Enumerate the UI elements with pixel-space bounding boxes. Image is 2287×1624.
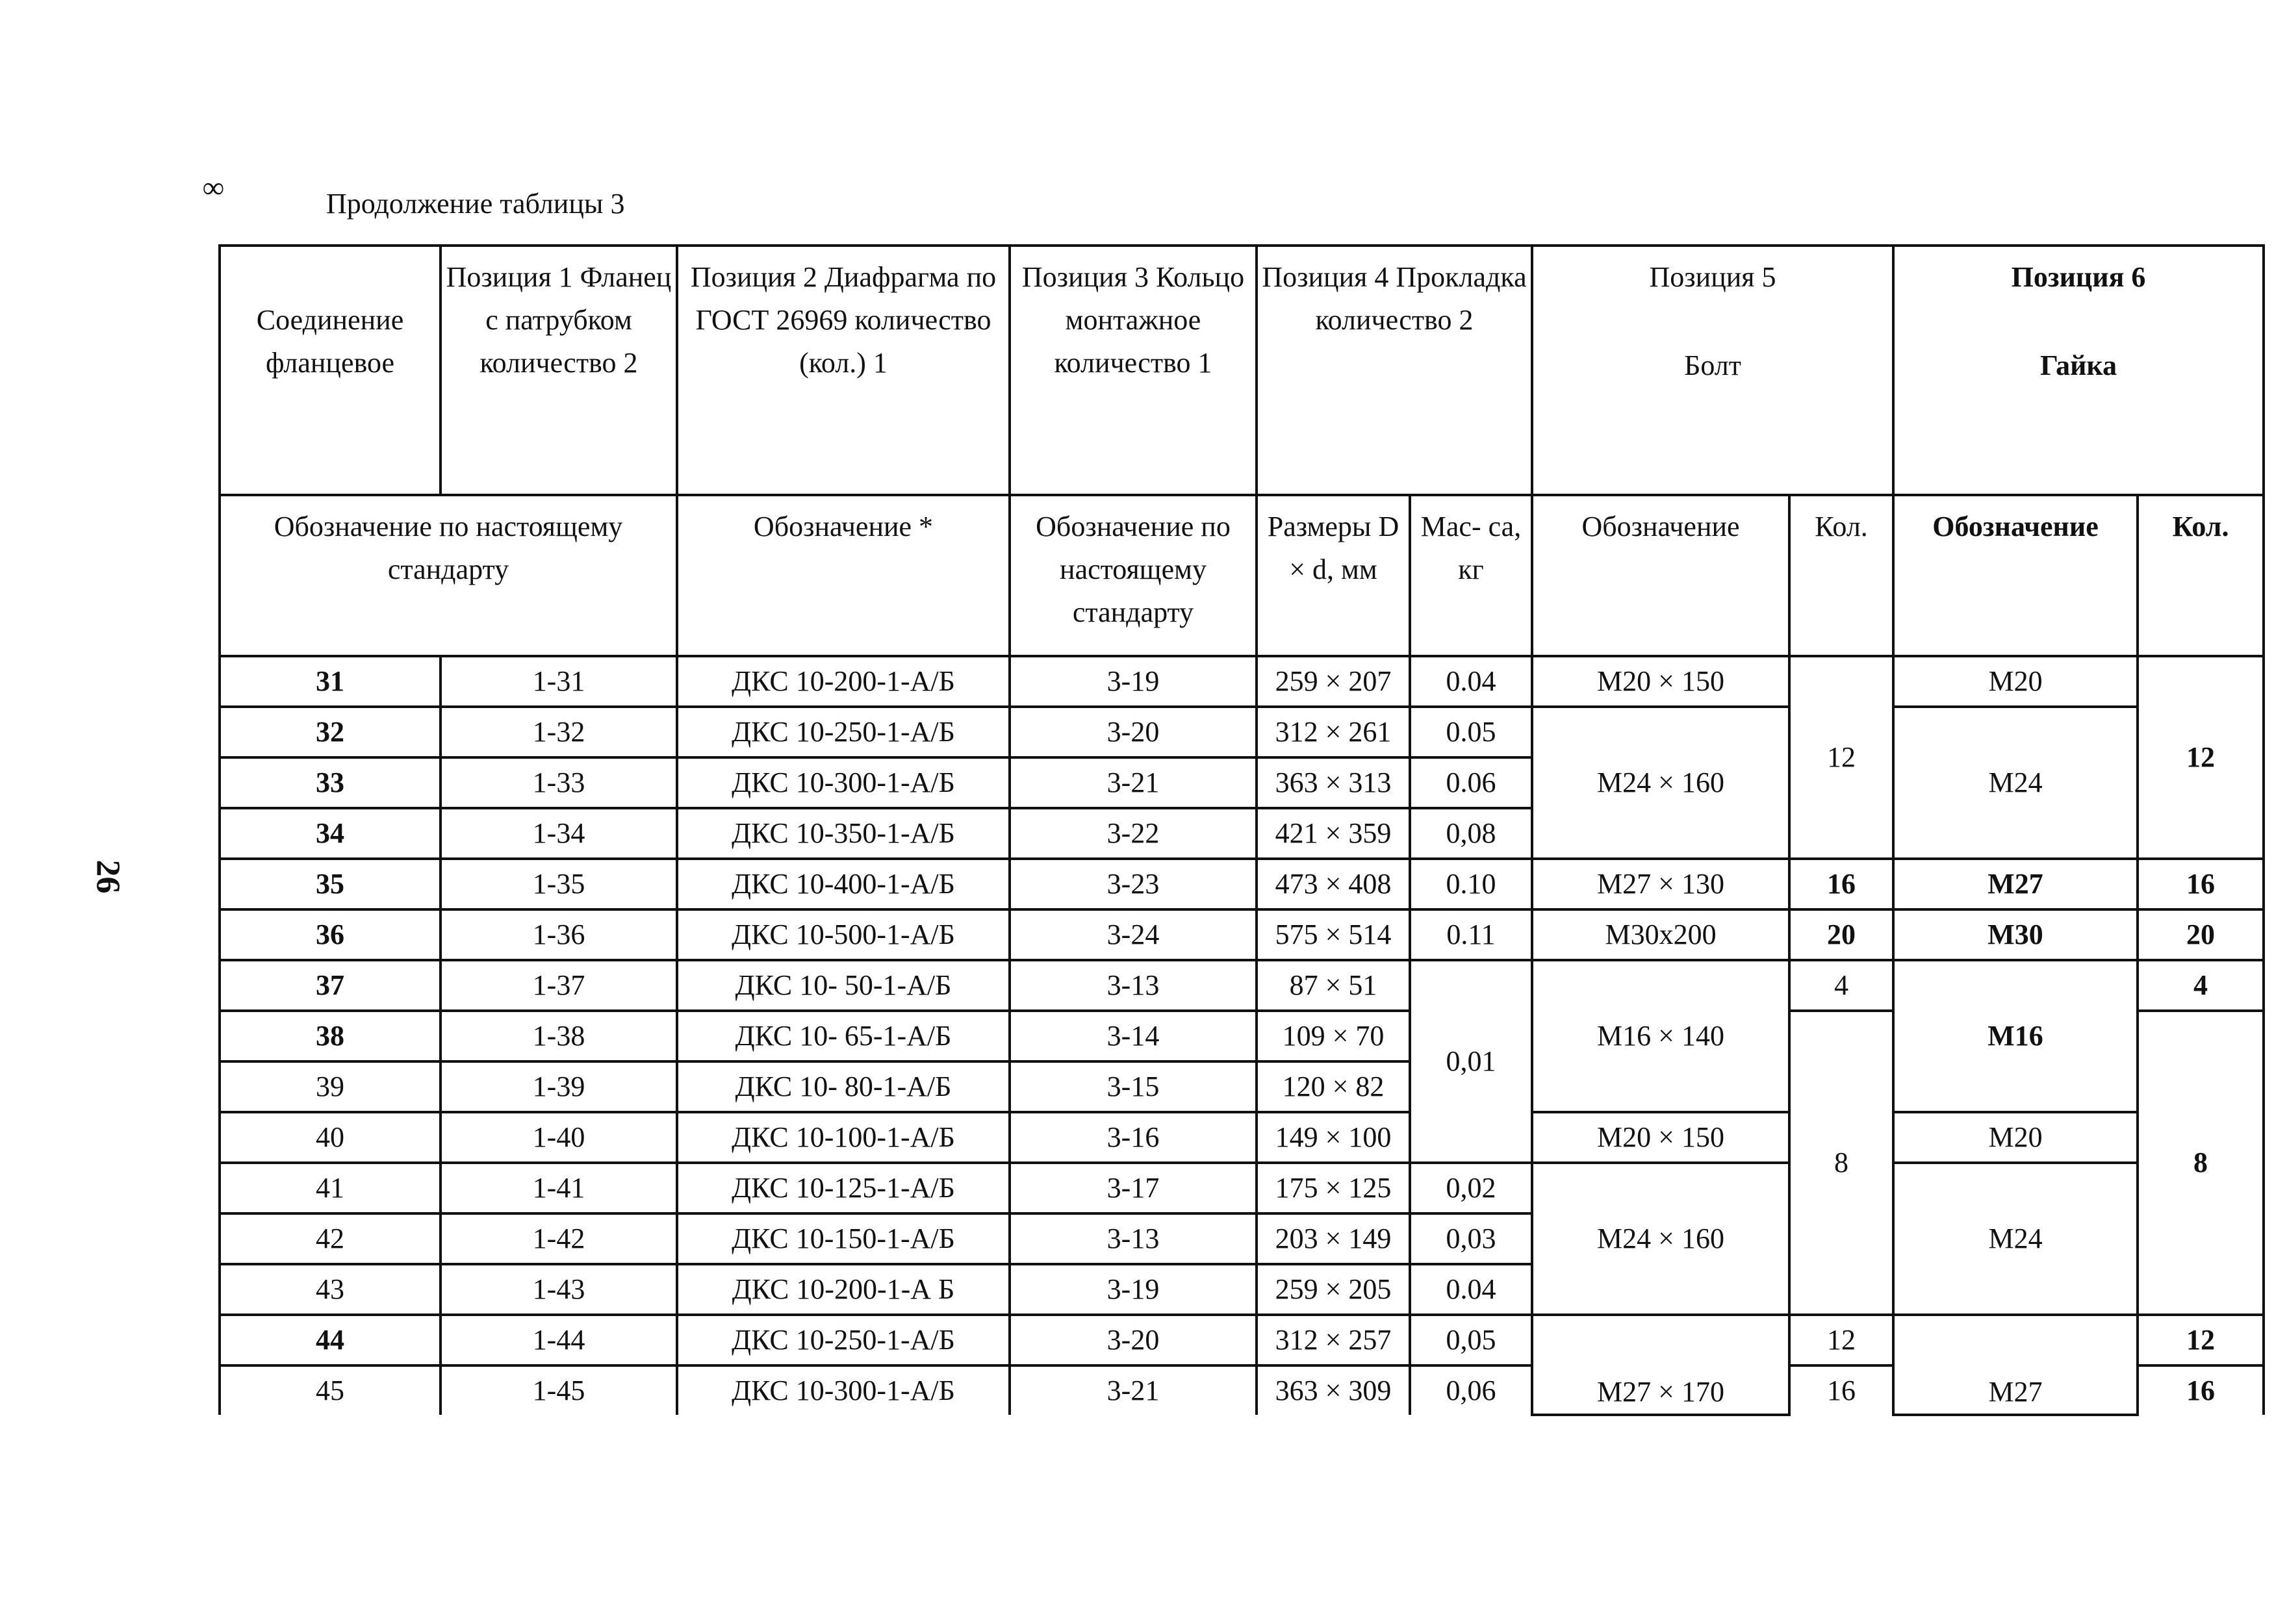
- cell-nut: М27: [1893, 1315, 2138, 1415]
- cell-ring: 3-14: [1010, 1011, 1257, 1061]
- cell-ring: 3-24: [1010, 909, 1257, 960]
- cell-bolt: М27 × 130: [1532, 859, 1789, 909]
- cell-diaphragm: ДКС 10- 50-1-А/Б: [677, 960, 1010, 1011]
- cell-bolt: М27 × 170: [1532, 1315, 1789, 1415]
- header-designation-star: Обозначение *: [677, 495, 1010, 656]
- cell-flange: 1-39: [441, 1061, 677, 1112]
- cell-ring: 3-19: [1010, 656, 1257, 707]
- cell-size: 149 × 100: [1257, 1112, 1410, 1163]
- cell-nut: М27: [1893, 859, 2138, 909]
- header-mass: Мас- са, кг: [1410, 495, 1532, 656]
- cell-joint: 36: [220, 909, 441, 960]
- cell-ring: 3-17: [1010, 1163, 1257, 1213]
- cell-joint: 31: [220, 656, 441, 707]
- header-designation-std: Обозначение по настоящему стандарту: [220, 495, 677, 656]
- cell-flange: 1-32: [441, 707, 677, 757]
- cell-flange: 1-31: [441, 656, 677, 707]
- cell-mass: 0,02: [1410, 1163, 1532, 1213]
- cell-joint: 41: [220, 1163, 441, 1213]
- cell-bolt: М24 × 160: [1532, 1163, 1789, 1315]
- table-row: [220, 1112, 2264, 1163]
- cell-ring: 3-23: [1010, 859, 1257, 909]
- header-position-5: [1532, 246, 1893, 495]
- cell-ring: 3-21: [1010, 1365, 1257, 1415]
- cell-size: 473 × 408: [1257, 859, 1410, 909]
- cell-joint: 39: [220, 1061, 441, 1112]
- table-caption: Продолжение таблицы 3: [326, 188, 625, 220]
- cell-bolt: М24 × 160: [1532, 707, 1789, 859]
- cell-mass: 0,08: [1410, 808, 1532, 859]
- cell-joint: 42: [220, 1213, 441, 1264]
- cell-size: 259 × 205: [1257, 1264, 1410, 1315]
- cell-diaphragm: ДКС 10-125-1-А/Б: [677, 1163, 1010, 1213]
- cell-size: 363 × 313: [1257, 757, 1410, 808]
- header-position-6-name: Гайка: [2039, 349, 2117, 381]
- cell-nut: М24: [1893, 707, 2138, 859]
- cell-joint: 44: [220, 1315, 441, 1365]
- cell-bolt: М30х200: [1532, 909, 1789, 960]
- cell-ring: 3-16: [1010, 1112, 1257, 1163]
- cell-flange: 1-42: [441, 1213, 677, 1264]
- cell-ring: 3-20: [1010, 1315, 1257, 1365]
- cell-nut-qty: 8: [2138, 1011, 2264, 1315]
- cell-bolt: М20 × 150: [1532, 1112, 1789, 1163]
- cell-ring: 3-21: [1010, 757, 1257, 808]
- table-row: [220, 656, 2264, 707]
- header-position-5-name: Болт: [1684, 349, 1741, 381]
- header-bolt-designation: Обозначение: [1532, 495, 1789, 656]
- header-nut-designation: Обозначение: [1893, 495, 2138, 656]
- cell-diaphragm: ДКС 10-500-1-А/Б: [677, 909, 1010, 960]
- cell-size: 109 × 70: [1257, 1011, 1410, 1061]
- cell-mass: 0.11: [1410, 909, 1532, 960]
- cell-mass: 0.04: [1410, 656, 1532, 707]
- cell-ring: 3-22: [1010, 808, 1257, 859]
- cell-joint: 43: [220, 1264, 441, 1315]
- cell-flange: 1-37: [441, 960, 677, 1011]
- cell-nut: М16: [1893, 960, 2138, 1112]
- cell-flange: 1-35: [441, 859, 677, 909]
- cell-bolt-qty: 8: [1789, 1011, 1893, 1315]
- cell-bolt-qty: 12: [1789, 656, 1893, 859]
- cell-flange: 1-34: [441, 808, 677, 859]
- table-row: [220, 859, 2264, 909]
- cell-size: 421 × 359: [1257, 808, 1410, 859]
- cell-joint: 33: [220, 757, 441, 808]
- table-row: [220, 909, 2264, 960]
- cell-ring: 3-20: [1010, 707, 1257, 757]
- cell-flange: 1-45: [441, 1365, 677, 1415]
- header-position-6-title: Позиция 6: [2011, 261, 2146, 293]
- cell-nut-qty: 16: [2138, 859, 2264, 909]
- cell-bolt-qty: 16: [1789, 1365, 1893, 1415]
- cell-diaphragm: ДКС 10-250-1-А/Б: [677, 1315, 1010, 1365]
- cell-mass: 0.06: [1410, 757, 1532, 808]
- table-row: [220, 1163, 2264, 1213]
- cell-ring: 3-19: [1010, 1264, 1257, 1315]
- cell-ring: 3-13: [1010, 1213, 1257, 1264]
- cell-nut: М20: [1893, 656, 2138, 707]
- cell-size: 120 × 82: [1257, 1061, 1410, 1112]
- cell-diaphragm: ДКС 10- 80-1-А/Б: [677, 1061, 1010, 1112]
- cell-size: 312 × 257: [1257, 1315, 1410, 1365]
- cell-flange: 1-33: [441, 757, 677, 808]
- cell-bolt-qty: 12: [1789, 1315, 1893, 1365]
- cell-size: 87 × 51: [1257, 960, 1410, 1011]
- cell-mass: 0,03: [1410, 1213, 1532, 1264]
- cell-size: 259 × 207: [1257, 656, 1410, 707]
- cell-joint: 37: [220, 960, 441, 1011]
- cell-flange: 1-38: [441, 1011, 677, 1061]
- cell-size: 175 × 125: [1257, 1163, 1410, 1213]
- header-joint: Соединение фланцевое: [220, 246, 441, 495]
- cell-diaphragm: ДКС 10-300-1-А/Б: [677, 757, 1010, 808]
- flange-joints-table: [218, 244, 2265, 1416]
- header-position-6: [1893, 246, 2264, 495]
- cell-nut: М20: [1893, 1112, 2138, 1163]
- cell-diaphragm: ДКС 10-200-1-А Б: [677, 1264, 1010, 1315]
- cell-mass: 0.10: [1410, 859, 1532, 909]
- cell-diaphragm: ДКС 10-150-1-А/Б: [677, 1213, 1010, 1264]
- header-position-1: Позиция 1 Фланец с патрубком количество 2: [441, 246, 677, 495]
- cell-joint: 40: [220, 1112, 441, 1163]
- cell-nut-qty: 12: [2138, 1315, 2264, 1365]
- cell-nut-qty: 4: [2138, 960, 2264, 1011]
- cell-size: 312 × 261: [1257, 707, 1410, 757]
- cell-joint: 45: [220, 1365, 441, 1415]
- cell-size: 575 × 514: [1257, 909, 1410, 960]
- cell-mass: 0,05: [1410, 1315, 1532, 1365]
- cell-diaphragm: ДКС 10-100-1-А/Б: [677, 1112, 1010, 1163]
- top-mark: ∞: [203, 171, 224, 204]
- cell-bolt-qty: 4: [1789, 960, 1893, 1011]
- header-position-5-title: Позиция 5: [1649, 261, 1776, 293]
- cell-mass: 0.04: [1410, 1264, 1532, 1315]
- cell-diaphragm: ДКС 10-350-1-А/Б: [677, 808, 1010, 859]
- cell-bolt-qty: 16: [1789, 859, 1893, 909]
- header-position-2: Позиция 2 Диафрагма по ГОСТ 26969 количество (кол.) 1: [677, 246, 1010, 495]
- cell-bolt: М20 × 150: [1532, 656, 1789, 707]
- table-row: [220, 960, 2264, 1011]
- cell-joint: 34: [220, 808, 441, 859]
- cell-nut: М24: [1893, 1163, 2138, 1315]
- table-row: [220, 1315, 2264, 1365]
- table-row: [220, 707, 2264, 757]
- cell-diaphragm: ДКС 10-400-1-А/Б: [677, 859, 1010, 909]
- header-bolt-qty: Кол.: [1789, 495, 1893, 656]
- page-number: 26: [89, 859, 127, 894]
- cell-ring: 3-13: [1010, 960, 1257, 1011]
- cell-joint: 35: [220, 859, 441, 909]
- cell-mass: 0.05: [1410, 707, 1532, 757]
- cell-joint: 32: [220, 707, 441, 757]
- cell-flange: 1-40: [441, 1112, 677, 1163]
- cell-diaphragm: ДКС 10-200-1-А/Б: [677, 656, 1010, 707]
- header-position-4: Позиция 4 Прокладка количество 2: [1257, 246, 1532, 495]
- header-nut-qty: Кол.: [2138, 495, 2264, 656]
- cell-nut-qty: 16: [2138, 1365, 2264, 1415]
- header-sizes: Размеры D × d, мм: [1257, 495, 1410, 656]
- cell-diaphragm: ДКС 10-250-1-А/Б: [677, 707, 1010, 757]
- cell-flange: 1-43: [441, 1264, 677, 1315]
- cell-flange: 1-44: [441, 1315, 677, 1365]
- cell-flange: 1-41: [441, 1163, 677, 1213]
- cell-nut-qty: 20: [2138, 909, 2264, 960]
- cell-flange: 1-36: [441, 909, 677, 960]
- header-designation-ring: Обозначение по настоящему стандарту: [1010, 495, 1257, 656]
- cell-joint: 38: [220, 1011, 441, 1061]
- cell-diaphragm: ДКС 10- 65-1-А/Б: [677, 1011, 1010, 1061]
- cell-diaphragm: ДКС 10-300-1-А/Б: [677, 1365, 1010, 1415]
- cell-mass: 0,01: [1410, 960, 1532, 1163]
- cell-size: 203 × 149: [1257, 1213, 1410, 1264]
- cell-bolt-qty: 20: [1789, 909, 1893, 960]
- header-position-3: Позиция 3 Кольцо монтажное количество 1: [1010, 246, 1257, 495]
- cell-size: 363 × 309: [1257, 1365, 1410, 1415]
- cell-nut-qty: 12: [2138, 656, 2264, 859]
- cell-bolt: М16 × 140: [1532, 960, 1789, 1112]
- cell-mass: 0,06: [1410, 1365, 1532, 1415]
- cell-nut: М30: [1893, 909, 2138, 960]
- cell-ring: 3-15: [1010, 1061, 1257, 1112]
